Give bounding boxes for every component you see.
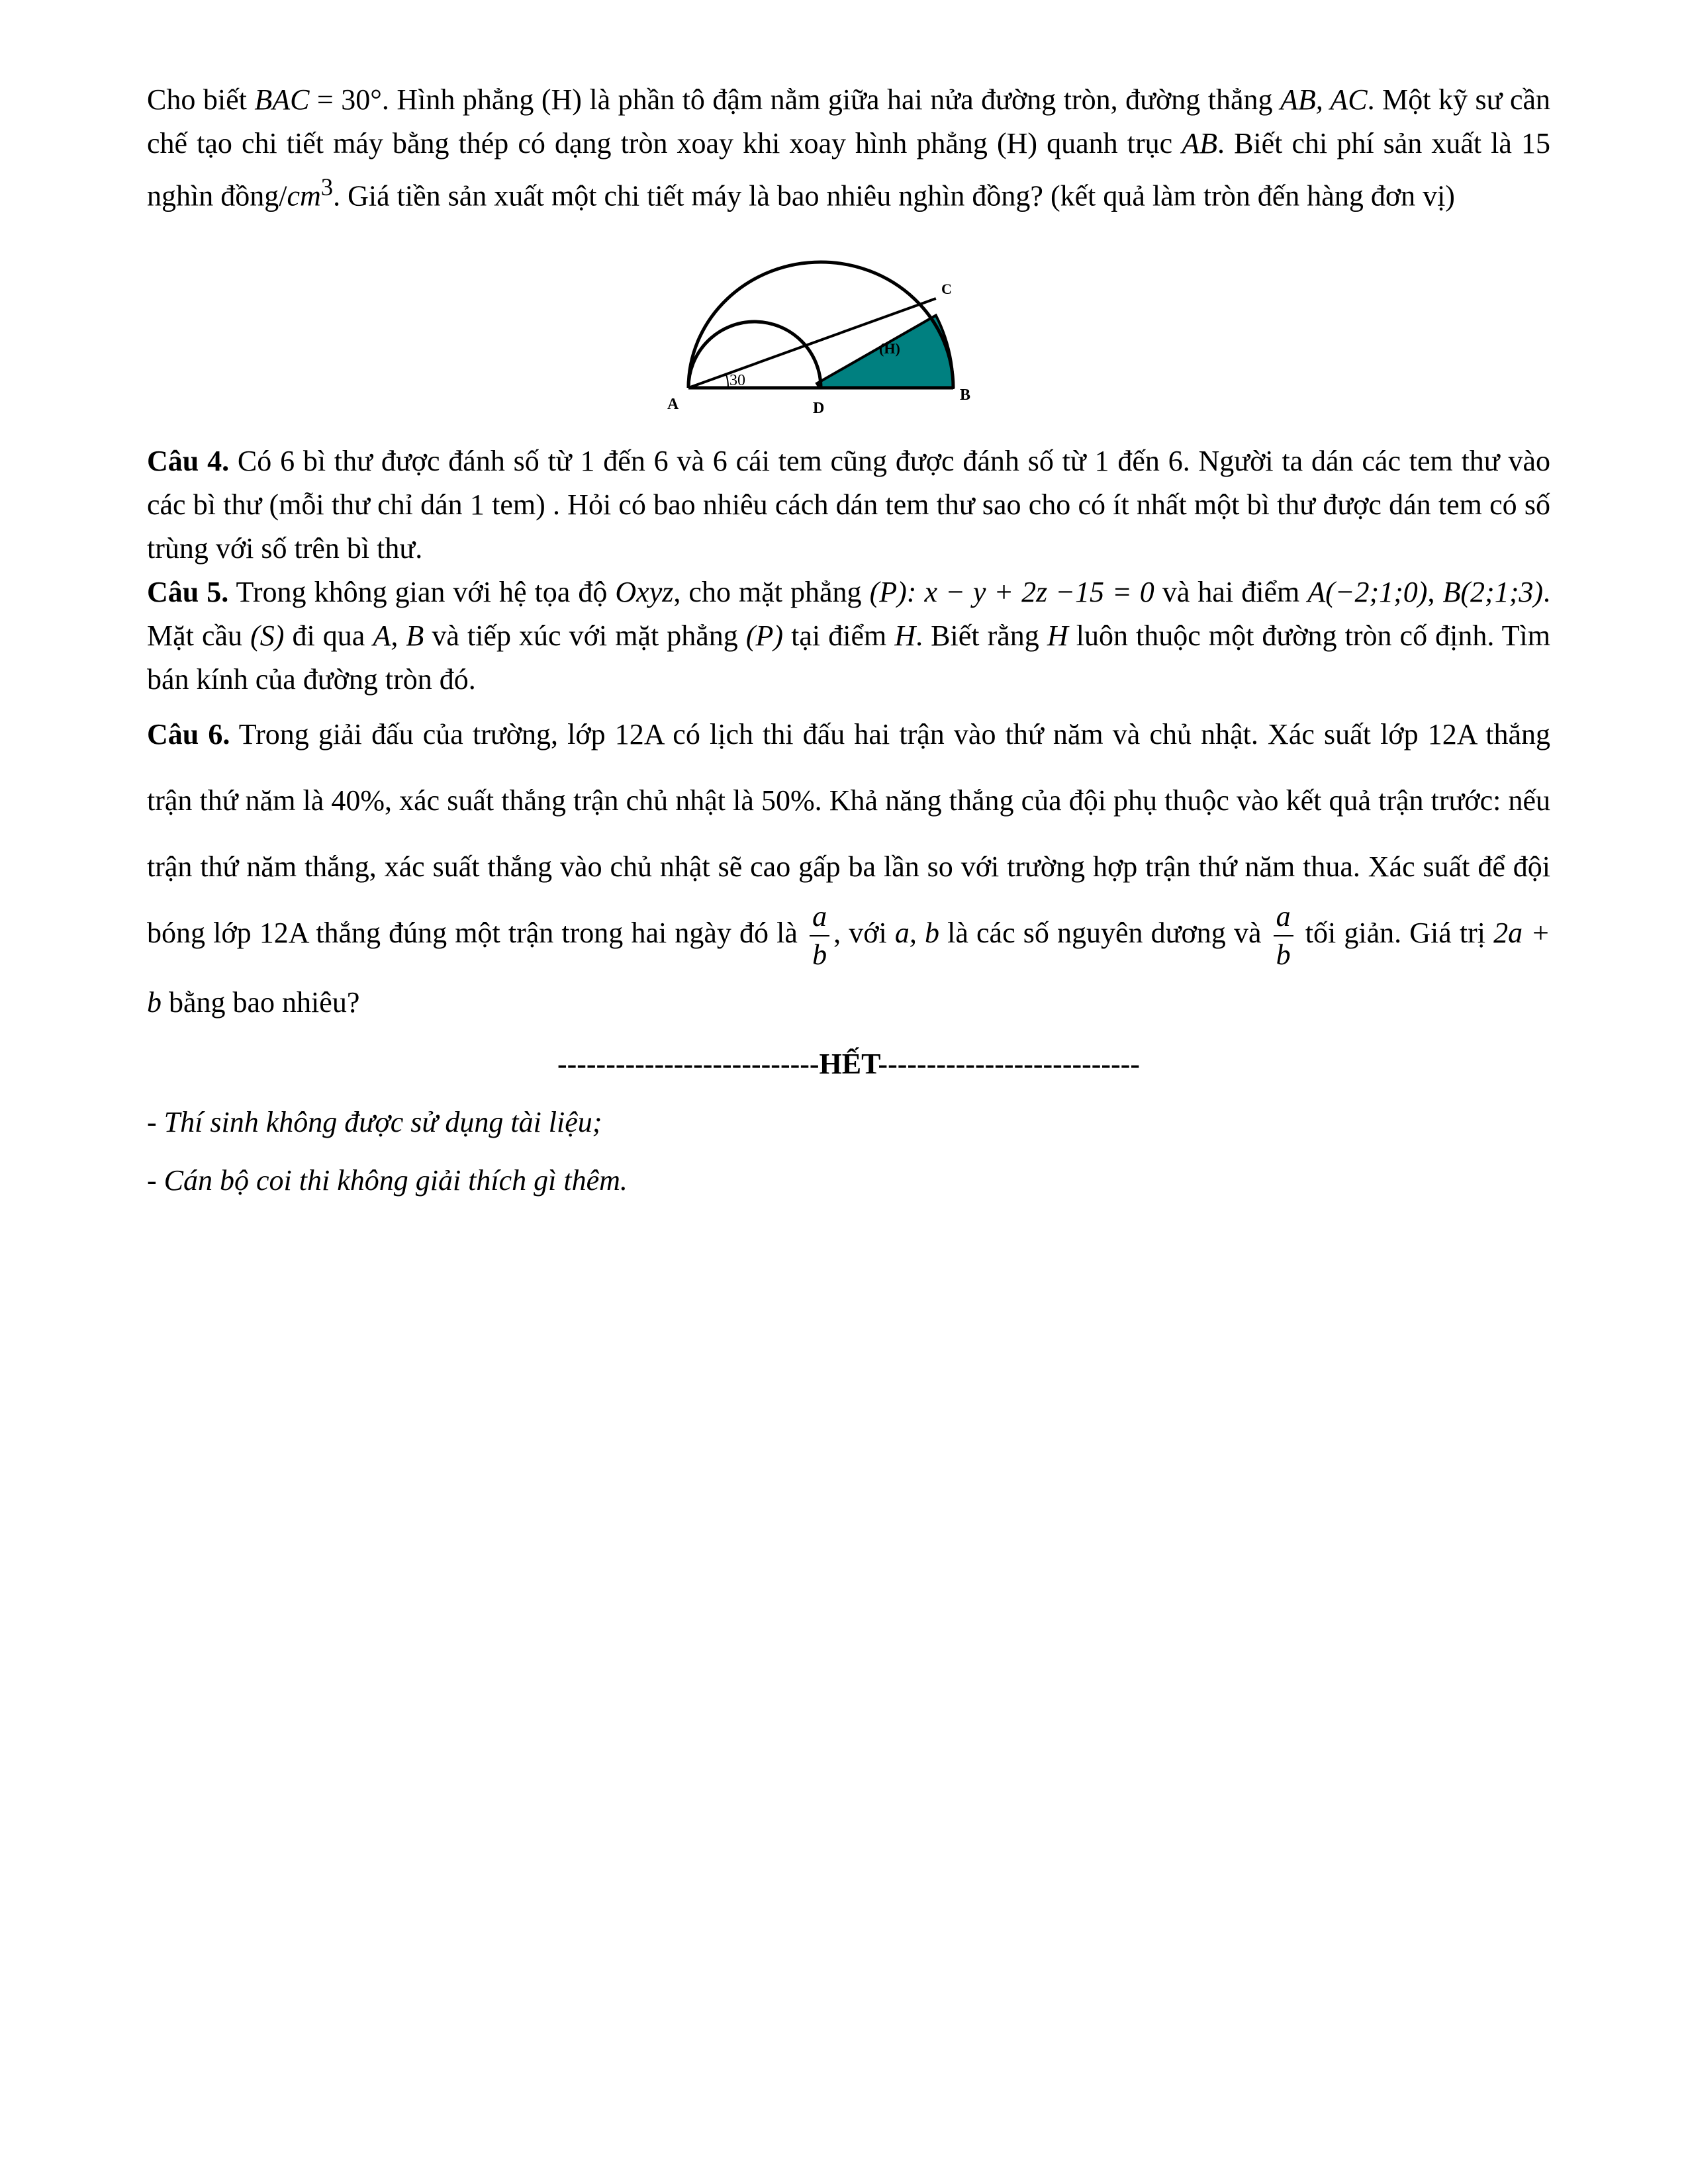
label-a: A [667,395,679,413]
small-semicircle [688,322,821,388]
document-page [147,78,1550,1203]
label-angle: 30 [729,371,745,389]
point-a: A(−2;1;0) [1307,575,1428,608]
angle-bac: BAC [254,83,310,116]
angle-arc [726,373,729,388]
lines-ab-ac: AB, AC [1280,83,1368,116]
fraction-a-over-b-2: $\frac{a}{b}$ [1274,902,1293,970]
point-b: B(2;1;3) [1442,575,1544,608]
question-5: Câu 5. Trong không gian với hệ tọa độ Oxyz, cho mặt phẳng (P): x − y + 2z −15 = 0 và hai điểm A(−2;1;0), B(2;1;3). Mặt cầu (S) đi qua A, B và tiếp xúc với mặt phẳng (P) tại điểm H. Biết rằng H luôn thuộc một đường tròn cố định. Tìm bán kính của đường tròn đó. [147,575,1551,696]
label-b: B [960,386,971,404]
geometry-figure [147,230,1550,429]
label-d: D [813,399,825,417]
fraction-a-over-b: $\frac{a}{b}$ [810,902,829,970]
intro-paragraph: Cho biết BAC = 30°. Hình phẳng (H) là phần tô đậm nằm giữa hai nửa đường tròn, đường thẳng AB, AC. Một kỹ sư cần chế tạo chi tiết máy bằng thép có dạng tròn xoay khi xoay hình phẳng (H) quanh trục AB. Biết chi phí sản xuất là 15 nghìn đồng/$cm^3$. Giá tiền sản xuất một chi tiết máy là bao nhiêu nghìn đồng? (kết quả làm tròn đến hàng đơn vị) [147,83,1551,212]
question-6: Câu 6. Trong giải đấu của trường, lớp 12A có lịch thi đấu hai trận vào thứ năm và chủ nhật. Xác suất lớp 12A thắng trận thứ năm là 40%, xác suất thắng trận chủ nhật là 50%. Khả năng thắng của đội phụ thuộc vào kết quả trận trước: nếu trận thứ năm thắng, xác suất thắng vào chủ nhật sẽ cao gấp ba lần so với trường hợp trận thứ năm thua. Xác suất để đội bóng lớp 12A thắng đúng một trận trong hai ngày đó là $\frac{a}{b}$ , với a, b là các số nguyên dương và $\frac{a}{b}$ tối giản. Giá trị 2a + b bằng bao nhiêu? [147,717,1550,1019]
note-2: - Cán bộ coi thi không giải thích gì thêm. [147,1163,628,1197]
plane-equation: : x − y + 2z −15 = 0 [906,575,1154,608]
end-marker: ---------------------------HẾT--------------------------- [557,1047,1141,1080]
question-4: Câu 4. Có 6 bì thư được đánh số từ 1 đến 6 và 6 cái tem cũng được đánh số từ 1 đến 6. Người ta dán các tem thư vào các bì thư (mỗi thư chỉ dán 1 tem) . Hỏi có bao nhiêu cách dán tem thư sao cho có ít nhất một bì thư được dán tem có số trùng với số trên bì thư. [147,444,1551,565]
axis-ab: AB [1182,127,1217,159]
semicircle-diagram [663,230,1166,429]
note-1: - Thí sinh không được sử dụng tài liệu; [147,1105,602,1138]
label-h: (H) [879,340,900,357]
label-c: C [941,280,952,297]
